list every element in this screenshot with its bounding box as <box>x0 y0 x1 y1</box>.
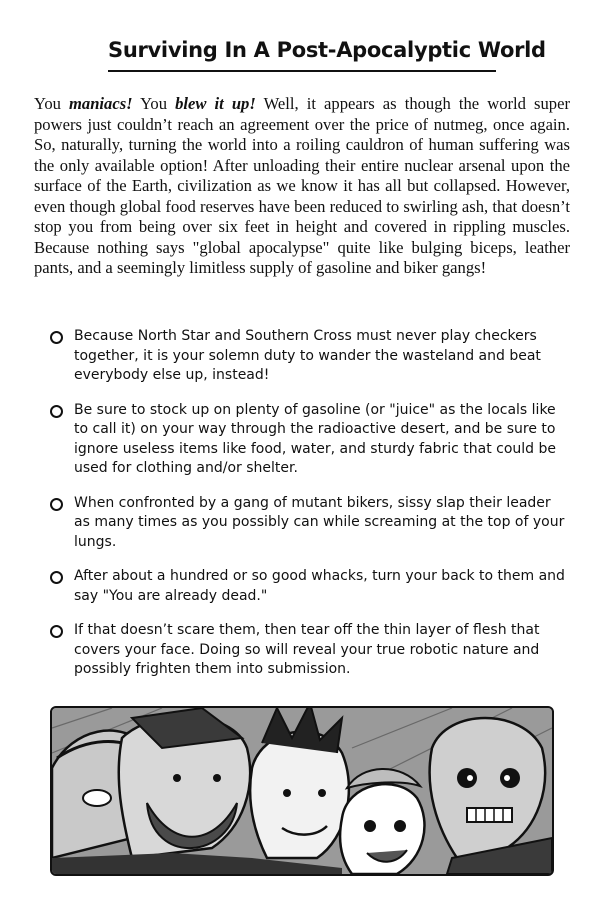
bullet-circle-icon <box>50 498 63 511</box>
list-item-text: Because North Star and Southern Cross must never play checkers together, it is your solemn duty to wander the wasteland and beat everybody else up, instead! <box>74 328 541 383</box>
list-item-text: When confronted by a gang of mutant bikers, sissy slap their leader as many times as you possibly can while screaming at the top of your lungs. <box>74 494 565 550</box>
intro-emphasis-maniacs: maniacs! <box>69 94 133 113</box>
illustration-drawing <box>52 708 552 874</box>
intro-text-3: Well, it appears as though the world super powers just couldn’t reach an agreement over the price of nutmeg, once again. So, naturally, turning the world into a roiling cauldron of human suffering was the only available option! After unloading their entire nuclear arsenal upon the surface of the Earth, civilization as we know it has all but collapsed. However, even though global food reserves have been reduced to swirling ash, that doesn’t stop you from being over six feet in height and covered in rippling muscles. Because nothing says "global apocalypse" quite like bulging biceps, leather pants, and a seemingly limitless supply of gasoline and biker gangs! <box>34 94 570 277</box>
bullet-circle-icon <box>50 625 63 638</box>
list-item-text: Be sure to stock up on plenty of gasoline (or "juice" as the locals like to call it) on your way through the radioactive desert, and be sure to ignore useless items like food, water, and sturdy fabric that could be used for clothing and/or shelter. <box>74 401 557 476</box>
intro-text-1: You <box>34 94 69 113</box>
comic-illustration <box>50 706 554 876</box>
bullet-circle-icon <box>50 331 63 344</box>
list-item <box>50 567 570 606</box>
bullet-circle-icon <box>50 571 63 584</box>
list-item <box>50 401 570 479</box>
list-item <box>50 494 570 553</box>
list-item-text: After about a hundred or so good whacks, turn your back to them and say "You are already dead." <box>74 568 565 604</box>
list-item-text: If that doesn’t scare them, then tear off the thin layer of flesh that covers your face. Doing so will reveal your true robotic nature and possibly frighten them into submission. <box>74 622 540 677</box>
bullet-circle-icon <box>50 405 63 418</box>
page-title: Surviving In A Post-Apocalyptic World <box>108 38 546 62</box>
title-underline <box>108 70 496 72</box>
list-item <box>50 327 570 386</box>
intro-text-2: You <box>132 94 176 113</box>
list-item <box>50 621 570 680</box>
tips-list <box>50 327 570 695</box>
intro-emphasis-blew-it-up: blew it up! <box>175 94 256 113</box>
intro-paragraph <box>34 94 570 279</box>
